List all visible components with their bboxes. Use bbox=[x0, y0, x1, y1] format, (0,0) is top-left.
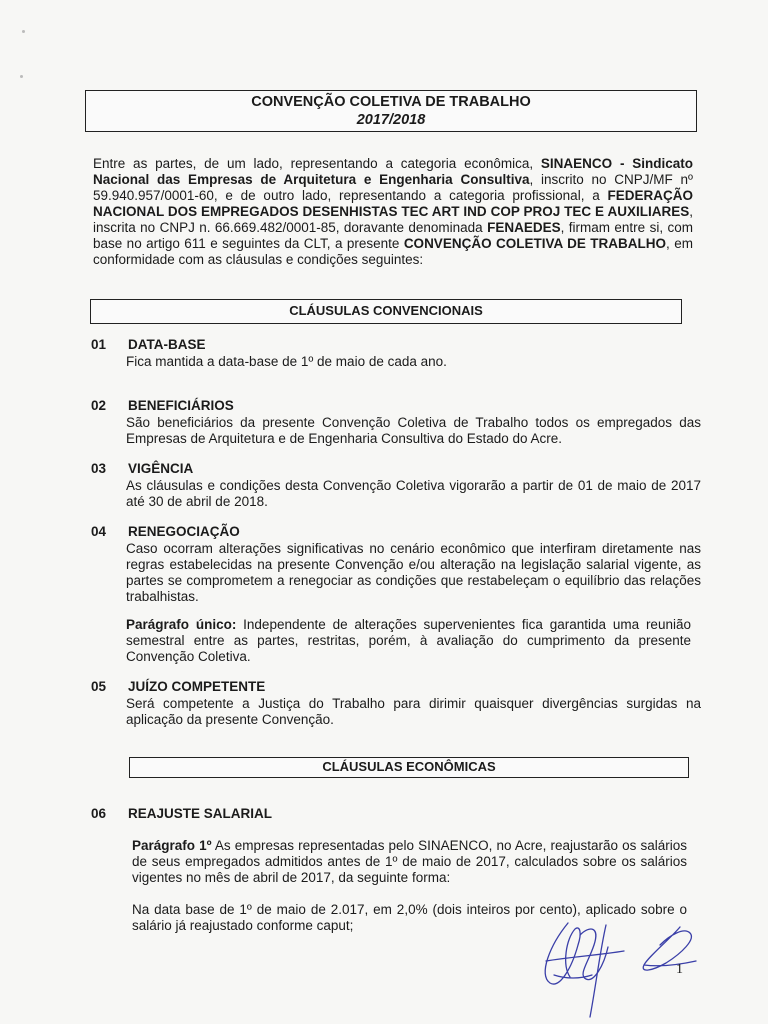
intro-bold-fenaedes: FENAEDES bbox=[487, 220, 561, 235]
intro-text: , firmam entre si, com base no artigo 611 e seguintes da CLT, a presente bbox=[93, 220, 693, 251]
scan-mark bbox=[22, 30, 25, 33]
paragraph-text: As empresas representadas pelo SINAENCO, no Acre, reajustarão os salários de seus empregados admitidos antes de 1º de maio de 2017, calculados sobre os salários vigentes no mês de abril de 2017, da seguinte forma: bbox=[132, 838, 687, 885]
clause-number: 05 bbox=[91, 679, 107, 694]
paragraph-unico bbox=[126, 617, 691, 665]
clause-heading: RENEGOCIAÇÃO bbox=[128, 524, 240, 539]
section-heading: CLÁUSULAS CONVENCIONAIS bbox=[289, 303, 483, 318]
section-heading-box bbox=[90, 299, 682, 324]
section-heading: CLÁUSULAS ECONÔMICAS bbox=[322, 759, 496, 774]
clause-heading: JUÍZO COMPETENTE bbox=[128, 679, 266, 694]
intro-text: , inscrito no CNPJ/MF nº 59.940.957/0001-60, e de outro lado, representando a categoria profissional, a bbox=[93, 172, 693, 203]
intro-bold-federacao: FEDERAÇÃO NACIONAL DOS EMPREGADOS DESENHISTAS TEC ART IND COP PROJ TEC E AUXILIARES bbox=[93, 188, 693, 219]
intro-bold-convencao: CONVENÇÃO COLETIVA DE TRABALHO bbox=[403, 236, 667, 251]
clause-number: 01 bbox=[91, 337, 107, 352]
paragraph-label: Parágrafo único: bbox=[126, 617, 237, 632]
paragraph-text: Na data base de 1º de maio de 2.017, em 2,0% (dois inteiros por cento), aplicado sobre o salário já reajustado conforme caput; bbox=[132, 902, 687, 933]
intro-text: Entre as partes, de um lado, representando a categoria econômica, bbox=[93, 156, 541, 171]
document-title: CONVENÇÃO COLETIVA DE TRABALHO bbox=[251, 94, 531, 110]
clause-body: Caso ocorram alterações significativas no cenário econômico que interfiram diretamente nas regras estabelecidas na presente Convenção e/ou alteração na legislação salarial vigente, as partes se comprometem a renegociar as condições que restabeleçam o equilíbrio das relações trabalhistas. bbox=[126, 541, 701, 604]
section-heading-box bbox=[129, 757, 689, 778]
scan-mark bbox=[20, 75, 23, 78]
clause-body: São beneficiários da presente Convenção Coletiva de Trabalho todos os empregados das Empresas de Arquitetura e de Engenharia Consultiva do Estado do Acre. bbox=[126, 415, 701, 446]
document-period: 2017/2018 bbox=[356, 112, 426, 128]
document-title-box bbox=[85, 90, 697, 132]
intro-paragraph bbox=[93, 156, 693, 268]
clause-body: As cláusulas e condições desta Convenção Coletiva vigorarão a partir de 01 de maio de 2017 até 30 de abril de 2018. bbox=[126, 478, 701, 509]
handwritten-signature bbox=[520, 905, 720, 1020]
intro-bold-sinaenco: SINAENCO - Sindicato Nacional das Empresas de Arquitetura e Engenharia Consultiva bbox=[93, 156, 693, 187]
clause-heading: REAJUSTE SALARIAL bbox=[128, 806, 273, 821]
clause-heading: BENEFICIÁRIOS bbox=[128, 398, 234, 413]
clause-body: Será competente a Justiça do Trabalho para dirimir quaisquer divergências surgidas na aplicação da presente Convenção. bbox=[126, 696, 701, 727]
page-number: 1 bbox=[676, 962, 683, 977]
clause-number: 04 bbox=[91, 524, 107, 539]
clause-body: Fica mantida a data-base de 1º de maio de cada ano. bbox=[126, 354, 447, 369]
clause-heading: VIGÊNCIA bbox=[128, 461, 194, 476]
clause-number: 02 bbox=[91, 398, 107, 413]
intro-text: , inscrita no CNPJ n. 66.669.482/0001-85, doravante denominada bbox=[93, 204, 693, 235]
clause-number: 06 bbox=[91, 806, 107, 821]
paragraph-label: Parágrafo 1º bbox=[132, 838, 212, 853]
paragraph-text: Independente de alterações supervenientes fica garantida uma reunião semestral entre as partes, restritas, porém, à avaliação do cumprimento da presente Convenção Coletiva. bbox=[126, 617, 691, 664]
intro-text: , em conformidade com as cláusulas e condições seguintes: bbox=[93, 236, 693, 267]
paragraph-1 bbox=[132, 838, 687, 886]
clause-heading: DATA-BASE bbox=[128, 337, 206, 352]
clause-number: 03 bbox=[91, 461, 107, 476]
